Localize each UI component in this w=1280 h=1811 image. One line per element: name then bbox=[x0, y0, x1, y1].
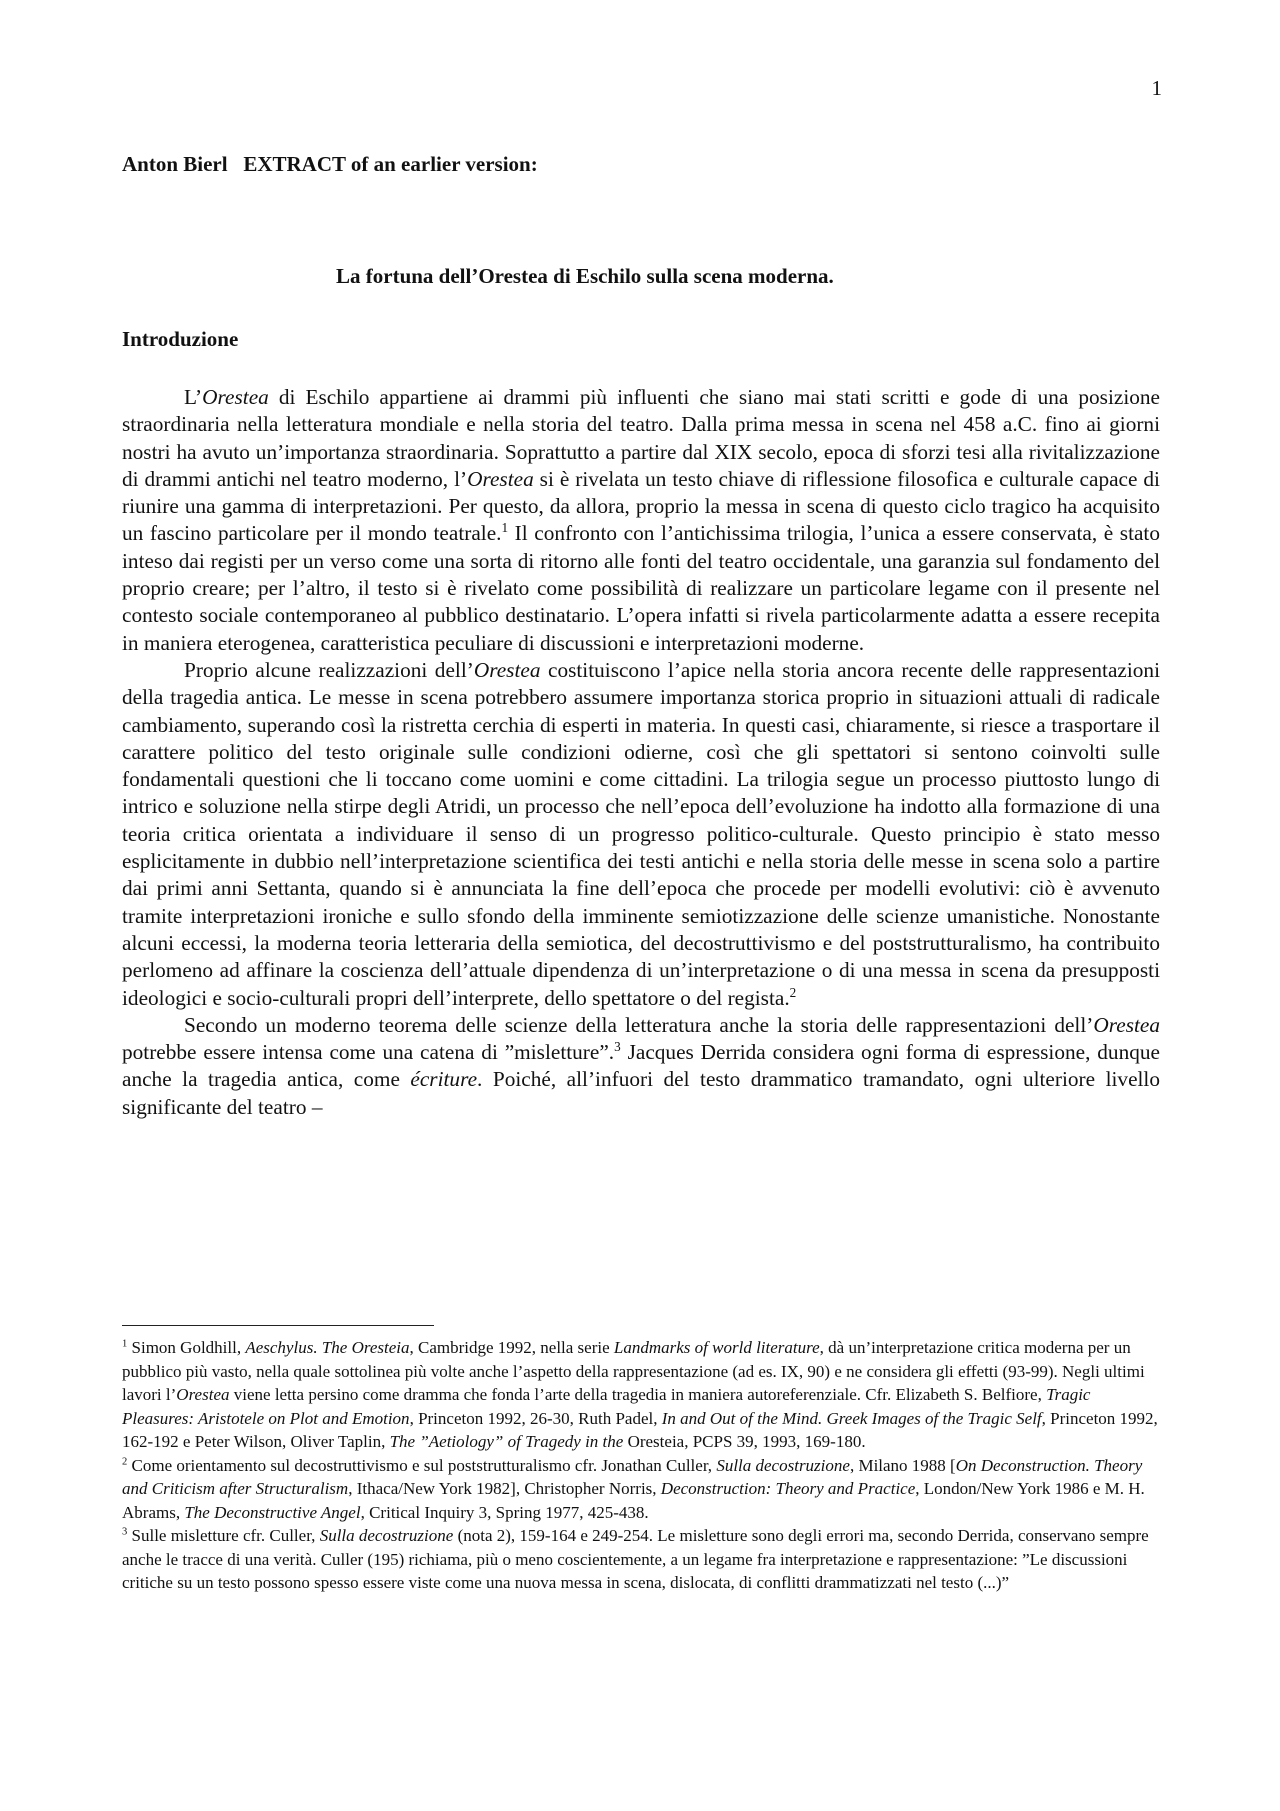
italic-text: Orestea bbox=[202, 385, 269, 409]
footnote bbox=[122, 1336, 1160, 1454]
text-run: , Ithaca/New York 1982], Christopher Norris, bbox=[348, 1479, 661, 1498]
italic-text: Orestea bbox=[473, 657, 541, 682]
text-run: , Princeton 1992, 26-30, Ruth Padel, bbox=[409, 1408, 662, 1428]
italic-text: Sulla decostruzione bbox=[319, 1526, 454, 1545]
paragraph bbox=[122, 657, 1160, 1012]
text-run: Secondo un moderno teorema delle scienze della letteratura anche la storia delle rappresentazioni dell’ bbox=[184, 1012, 1094, 1037]
footnote bbox=[122, 1454, 1160, 1525]
text-run: Simon Goldhill, bbox=[127, 1338, 246, 1357]
text-run: Il confronto con l’antichissima trilogia, l’unica a essere conservata, è stato inteso dai registi per un verso come una sorta di ritorno alle fonti del teatro occidentale, una garanzia sul fondamento del proprio creare; per l’altro, il testo si è rivelato come possibilità di realizzare un particolare legame con il presente nel contesto sociale contemporaneo al pubblico destinatario. L’opera infatti si rivela particolarmente adatta a essere recepita in maniera eterogenea, caratteristica peculiare di discussioni e interpretazioni moderne. bbox=[122, 521, 1160, 655]
italic-text: Orestea bbox=[176, 1385, 230, 1404]
italic-text: The Deconstructive Angel bbox=[184, 1502, 361, 1522]
footnote-separator bbox=[122, 1325, 434, 1326]
section-heading: Introduzione bbox=[122, 327, 239, 351]
text-run: , Critical Inquiry 3, Spring 1977, 425-438. bbox=[360, 1502, 649, 1522]
text-run: Oresteia, PCPS 39, 1993, 169-180. bbox=[623, 1432, 866, 1451]
text-run: costituiscono l’apice nella storia ancora recente delle rappresentazioni della tragedia antica. Le messe in scena potrebbero assumere importanza storica proprio in situazioni attuali di radicale cambiamento, superando così la ristretta cerchia di esperti in materia. In questi casi, chiaramente, si riesce a trasportare il carattere politico del testo originale sulle condizioni odierne, così che gli spettatori si sentono coinvolti sulle fondamentali questioni che li toccano come uomini e come cittadini. La trilogia segue un processo piuttosto lungo di intrico e soluzione nella stirpe degli Atridi, un processo che nell’epoca dell’evoluzione ha indotto alla formazione di una teoria critica orientata a individuare il senso di un progresso politico-culturale. Questo principio è stato messo esplicitamente in dubbio nell’interpretazione scientifica dei testi antichi e nella storia delle messe in scena solo a partire dai primi anni Settanta, quando si è annunciata la fine dell’epoca che procede per modelli evolutivi: ciò è avvenuto tramite interpretazioni ironiche e sullo sfondo della imminente semiotizzazione delle scienze umanistiche. Nonostante alcuni eccessi, la moderna teoria letteraria della semiotica, del decostruttivismo e del poststrutturalismo, ha contribuito perlomeno ad affinare la coscienza dell’attuale dipendenza di un’interpretazione o di una messa in scena da presupposti ideologici e socio-culturali propri dell’interprete, dello spettatore o del regista. bbox=[122, 657, 1160, 1010]
text-run: L’ bbox=[184, 385, 203, 409]
footnote-ref: 2 bbox=[122, 1455, 128, 1467]
footnote-ref: 1 bbox=[122, 1338, 128, 1350]
page-number: 1 bbox=[1151, 76, 1162, 100]
paragraph bbox=[122, 384, 1160, 657]
italic-text: The ”Aetiology” of Tragedy in the bbox=[389, 1432, 624, 1451]
text-run: , London/New York 1986 e M. H. Abrams, bbox=[122, 1479, 1145, 1522]
text-run: Sulle misletture cfr. Culler, bbox=[127, 1526, 320, 1545]
text-run: , Princeton 1992, 162-192 e Peter Wilson, Oliver Taplin, bbox=[122, 1408, 1158, 1451]
italic-text: Aeschylus. The Oresteia bbox=[245, 1338, 410, 1357]
paragraph bbox=[122, 1012, 1160, 1121]
text-run: , Milano 1988 [ bbox=[849, 1455, 956, 1475]
italic-text: On Deconstruction. Theory and Criticism after Structuralism bbox=[122, 1455, 1143, 1498]
text-run: viene letta persino come dramma che fonda l’arte della tragedia in maniera autoreferenziale. Cfr. Elizabeth S. Belfiore, bbox=[229, 1385, 1047, 1404]
footnotes bbox=[122, 1336, 1160, 1595]
text-run: Jacques Derrida considera ogni forma di espressione, dunque anche la tragedia antica, come bbox=[122, 1040, 1160, 1092]
text-run: potrebbe essere intensa come una catena di ”misletture”. bbox=[122, 1040, 615, 1065]
italic-text: Orestea bbox=[1093, 1012, 1160, 1037]
italic-text: Orestea bbox=[467, 466, 534, 491]
body-text bbox=[122, 384, 1160, 1121]
italic-text: In and Out of the Mind. Greek Images of the Tragic Self bbox=[661, 1408, 1042, 1428]
text-run: , dà un’interpretazione critica moderna per un pubblico più vasto, nella quale sottolinea più volte anche l’aspetto della rappresentazione (ad es. IX, 90) e ne considera gli effetti (93-99). Negli ultimi lavori l’ bbox=[122, 1338, 1145, 1404]
text-run: Come orientamento sul decostruttivismo e sul poststrutturalismo cfr. Jonathan Culler, bbox=[127, 1455, 717, 1475]
text-run: di Eschilo appartiene ai drammi più influenti che siano mai stati scritti e gode di una posizione straordinaria nella letteratura mondiale e nella storia del teatro. Dalla prima messa in scena nel 458 a.C. fino ai giorni nostri ha avuto un’importanza straordinaria. Soprattutto a partire dal XIX secolo, epoca di sforzi tesi alla rivitalizzazione di drammi antichi nel teatro moderno, l’ bbox=[122, 385, 1160, 491]
footnote-ref: 3 bbox=[122, 1526, 128, 1538]
italic-text: Sulla decostruzione bbox=[716, 1455, 850, 1475]
footnote-ref: 1 bbox=[501, 520, 509, 536]
italic-text: Deconstruction: Theory and Practice bbox=[660, 1479, 916, 1498]
text-run: , Cambridge 1992, nella serie bbox=[409, 1338, 614, 1357]
footnote bbox=[122, 1524, 1160, 1595]
text-run: . Poiché, all’infuori del testo drammatico tramandato, ogni ulteriore livello significante del teatro – bbox=[122, 1067, 1161, 1119]
italic-text: Landmarks of world literature bbox=[613, 1338, 820, 1357]
italic-text: écriture bbox=[410, 1067, 478, 1092]
text-run: si è rivelata un testo chiave di riflessione filosofica e culturale capace di riunire una gamma di interpretazioni. Per questo, da allora, proprio la messa in scena di questo ciclo tragico ha acquisito un fascino particolare per il mondo teatrale. bbox=[122, 466, 1160, 546]
text-run: (nota 2), 159-164 e 249-254. Le misletture sono degli errori ma, secondo Derrida, conservano sempre anche le tracce di una verità. Culler (195) richiama, più o meno coscientemente, a un legame fra interpretazione e rappresentazione: ”Le discussioni critiche su un testo possono spesso essere viste come una nuova messa in scena, dislocata, di conflitti drammatizzati nel testo (...)” bbox=[122, 1526, 1149, 1592]
paper-title: La fortuna dell’Orestea di Eschilo sulla scena moderna. bbox=[336, 264, 834, 288]
italic-text: Tragic Pleasures: Aristotele on Plot and Emotion bbox=[122, 1385, 1091, 1428]
footnote-ref: 3 bbox=[614, 1039, 621, 1055]
document-header: Anton Bierl EXTRACT of an earlier version: bbox=[122, 152, 538, 176]
footnote-ref: 2 bbox=[789, 984, 797, 1000]
text-run: Proprio alcune realizzazioni dell’ bbox=[184, 657, 474, 682]
